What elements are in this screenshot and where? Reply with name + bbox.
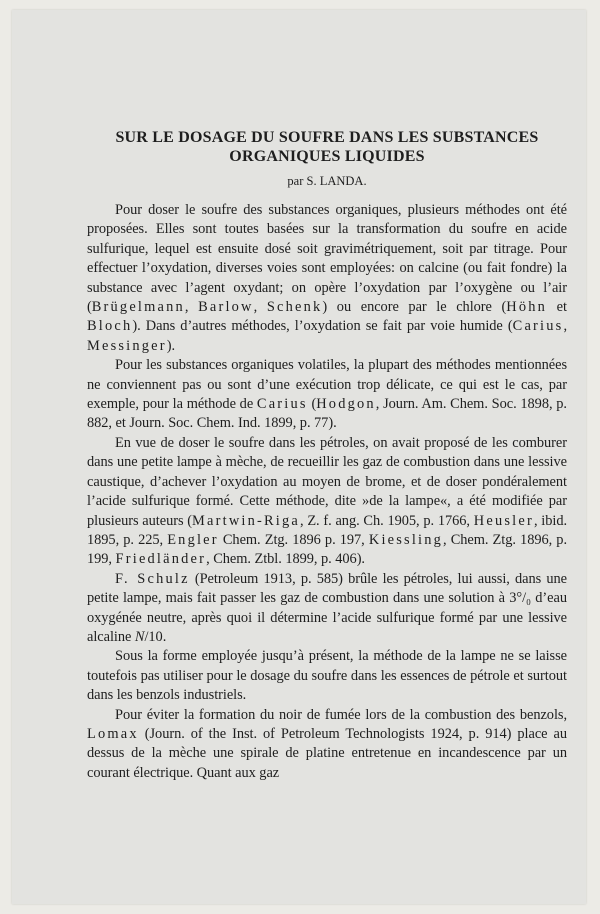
spaced-name: Martwin-Riga <box>192 512 300 529</box>
text-run: ). <box>166 337 176 354</box>
text-run: (Petroleum 1913, p. 585) brûle les pétroles, lui aussi, dans une petite lampe, mais fait passer les gaz de combustion dans une solution à 3°/₀ d’eau oxygénée neutre, après quoi il détermine l’acide sulfurique formé par une lessive alcaline <box>87 570 568 645</box>
text-run: En vue de doser le soufre dans les pétroles, on avait proposé de les comburer dans une petite lampe à mèche, de recueillir les gaz de combustion dans une lessive caustique, d’achever l’oxydation au moyen de brome, et de doser pondéralement l’acide sulfurique formé. Cette méthode, dite »de la lampe«, a été modifiée par plusieurs auteurs ( <box>87 434 567 529</box>
text-run: , Chem. Ztbl. 1899, p. 406). <box>206 551 365 568</box>
author-line: par S. LANDA. <box>287 174 367 188</box>
spaced-name: Bloch <box>87 318 133 335</box>
text-run: , Chem. Ztg. 1896, p. 199, <box>87 531 567 568</box>
paragraph <box>87 201 567 356</box>
text-run: Chem. Ztg. 1896 p. 197, <box>218 531 369 548</box>
text-run: , Journ. Am. Chem. Soc. 1898, p. 882, et Journ. Soc. Chem. Ind. 1899, p. 77). <box>87 396 567 432</box>
spaced-name: Barlow <box>198 299 254 316</box>
text-run: , <box>563 318 567 335</box>
title-line-2: ORGANIQUES LIQUIDES <box>229 148 425 165</box>
spaced-name: Friedländer <box>115 551 207 568</box>
text-run: ( <box>307 396 317 413</box>
paragraph <box>87 570 567 648</box>
article-body <box>87 128 567 783</box>
spaced-name: Kiessling <box>368 531 444 548</box>
spaced-name: Carius <box>256 396 308 413</box>
text-run: , Z. f. ang. Ch. 1905, p. 1766, <box>299 512 474 529</box>
text-run: ) ou encore par le chlore ( <box>322 299 507 316</box>
paragraph <box>87 706 567 784</box>
paragraph <box>87 647 567 705</box>
title-line-1: SUR LE DOSAGE DU SOUFRE DANS LES SUBSTANCES <box>115 129 539 146</box>
spaced-name: Höhn <box>506 299 548 316</box>
paragraph <box>87 356 567 434</box>
text-run: , <box>253 299 267 316</box>
spaced-name: Carius <box>512 318 564 335</box>
spaced-name: Messinger <box>87 337 167 354</box>
spaced-name: Schenk <box>266 299 323 316</box>
italic-symbol: N <box>134 628 145 645</box>
text-run: /10. <box>144 628 167 645</box>
paragraph <box>87 434 567 570</box>
text-run: ). Dans d’autres méthodes, l’oxydation se fait par voie humide ( <box>132 318 513 335</box>
text-run: et <box>547 299 567 316</box>
spaced-name: Engler <box>167 531 219 548</box>
text-run: Pour doser le soufre des substances organiques, plusieurs méthodes ont été proposées. Elles sont toutes basées sur la transformation du soufre en acide sulfurique, lequel est ensuite dosé soit gravimétriquement, soit par titrage. Pour effectuer l’oxydation, diverses voies sont employées: on calcine (ou fait fondre) la substance avec l’agent oxydant; on opère l’oxydation par l’oxygène ou l’air ( <box>87 202 567 316</box>
spaced-name: Lomax <box>87 725 139 742</box>
article-title <box>87 128 567 166</box>
spaced-name: Brügelmann <box>91 299 185 316</box>
text-run: , ibid. 1895, p. 225, <box>87 512 568 548</box>
spaced-name: Heusler <box>473 512 534 529</box>
spaced-name: F. Schulz <box>115 570 190 587</box>
text-run: Pour les substances organiques volatiles, la plupart des méthodes mentionnées ne conviennent pas ou sont d’une exécution trop délicate, ce qui est le cas, par exemple, pour la méthode de <box>87 357 567 413</box>
text-run: Sous la forme employée jusqu’à présent, la méthode de la lampe ne se laisse toutefois pas utiliser pour le dosage du soufre dans les essences de pétrole et surtout dans les benzols industriels. <box>87 648 567 704</box>
text-run: (Journ. of the Inst. of Petroleum Technologists 1924, p. 914) place au dessus de la mèche une spirale de platine entretenue en incandescence par un courant électrique. Quant aux gaz <box>87 725 567 781</box>
document-page <box>12 10 586 904</box>
spaced-name: Hodgon <box>316 396 376 413</box>
paragraph-list <box>87 201 567 783</box>
text-run: , <box>184 299 199 316</box>
text-run: Pour éviter la formation du noir de fumée lors de la combustion des benzols, <box>115 706 567 723</box>
